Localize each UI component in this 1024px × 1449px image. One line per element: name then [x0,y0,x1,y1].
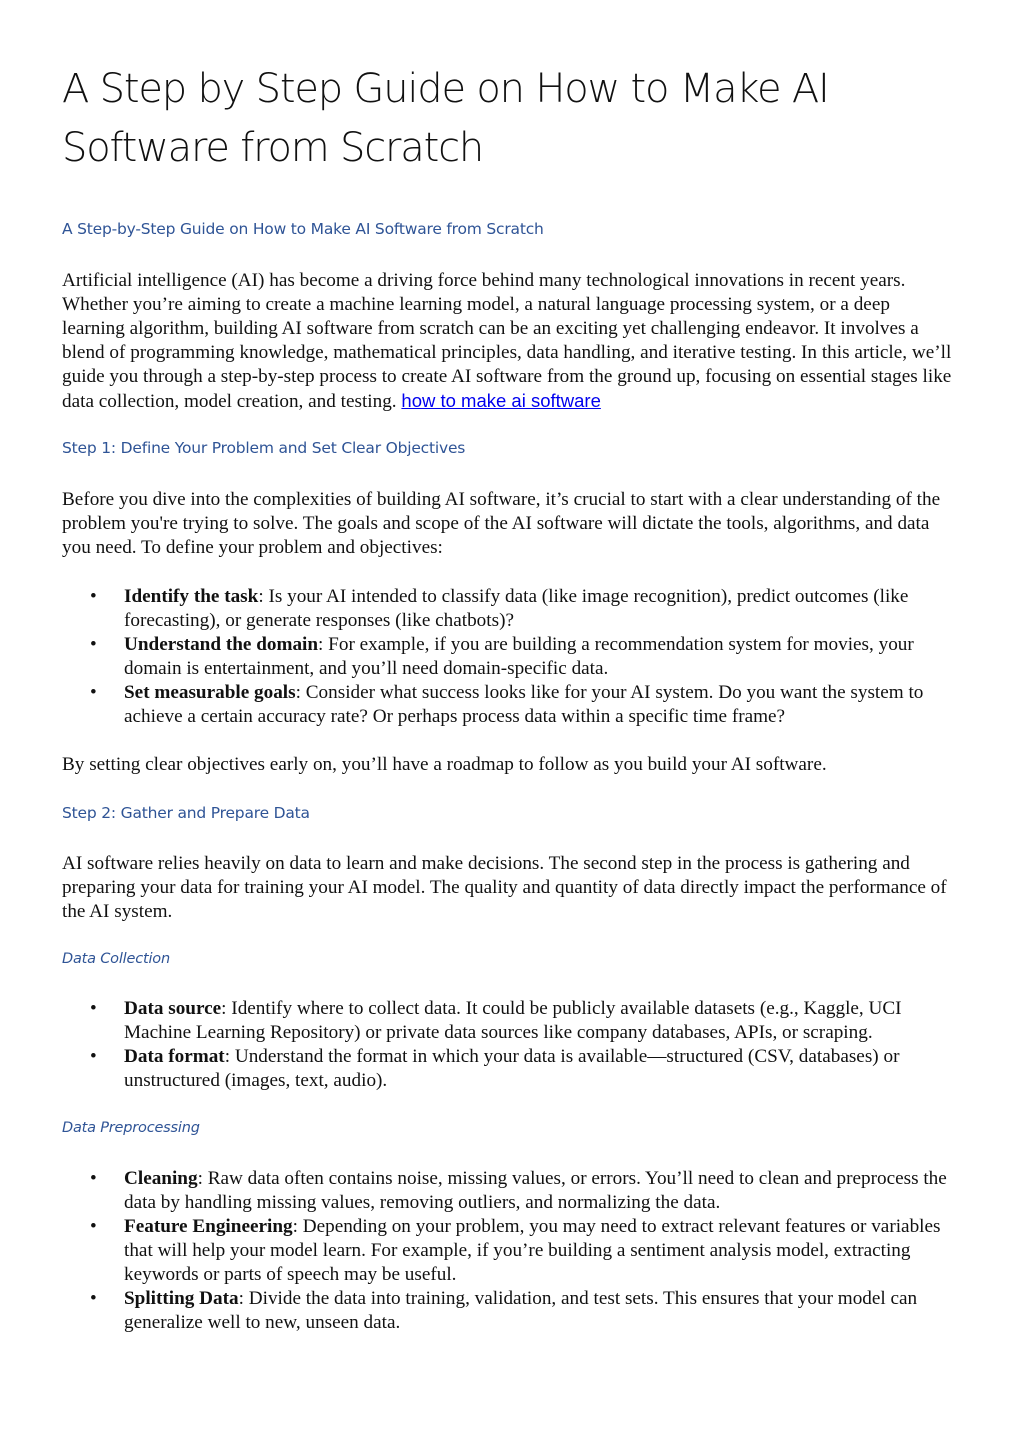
list-item-term: Data format [124,1046,225,1067]
list-item [62,1215,960,1287]
list-item-text: : Understand the format in which your data is available—structured (CSV, databases) or unstructured (images, text, audio). [124,1046,900,1091]
list-item-text: : Consider what success looks like for your AI system. Do you want the system to achieve a certain accuracy rate? Or perhaps process data within a specific time frame? [124,682,924,727]
list-item-term: Identify the task [124,586,259,607]
list-item-term: Splitting Data [124,1288,239,1309]
bullet-icon: • [90,1168,97,1189]
step1-heading: Step 1: Define Your Problem and Set Clear Objectives [62,439,466,457]
intro-text: Artificial intelligence (AI) has become a driving force behind many technological innovations in recent years. Whether you’re aiming to create a machine learning model, a natural language processing system, or a deep learning algorithm, building AI software from scratch can be an exciting yet challenging endeavor. It involves a blend of programming knowledge, mathematical principles, data handling, and iterative testing. In this article, we’ll guide you through a step-by-step process to create AI software from the ground up, focusing on essential stages like data collection, model creation, and testing. [62,270,952,412]
list-item [62,1167,960,1215]
list-item-text: : Raw data often contains noise, missing values, or errors. You’ll need to clean and preprocess the data by handling missing values, removing outliers, and normalizing the data. [124,1168,947,1213]
list-item [62,997,960,1045]
data-collection-heading: Data Collection [62,951,170,967]
list-item [62,1045,960,1093]
step1-outro-paragraph: By setting clear objectives early on, you’ll have a roadmap to follow as you build your AI software. [62,754,827,775]
list-item-term: Feature Engineering [124,1216,293,1237]
data-preprocessing-heading: Data Preprocessing [62,1120,200,1136]
bullet-icon: • [90,1046,97,1067]
list-item-text: : For example, if you are building a recommendation system for movies, your domain is entertainment, and you’ll need domain-specific data. [124,634,914,679]
bullet-icon: • [90,634,97,655]
data-preprocessing-bullet-list [62,1167,960,1335]
step2-heading: Step 2: Gather and Prepare Data [62,804,310,822]
list-item-text: : Identify where to collect data. It could be publicly available datasets (e.g., Kaggle, UCI Machine Learning Repository) or private data sources like company databases, APIs, or scraping. [124,998,902,1043]
list-item [62,633,960,681]
list-item-term: Understand the domain [124,634,319,655]
document-title: A Step by Step Guide on How to Make AI Software from Scratch [62,66,829,171]
list-item-text: : Is your AI intended to classify data (like image recognition), predict outcomes (like forecasting), or generate responses (like chatbots)? [124,586,909,631]
how-to-make-ai-software-link[interactable]: how to make ai software [401,390,601,411]
list-item-text: : Depending on your problem, you may need to extract relevant features or variables that will help your model learn. For example, if you’re building a sentiment analysis model, extracting keywords or parts of speech may be useful. [124,1216,941,1285]
step1-bullet-list [62,585,960,729]
list-item-term: Cleaning [124,1168,198,1189]
list-item-term: Set measurable goals [124,682,296,703]
subtitle-heading: A Step-by-Step Guide on How to Make AI Software from Scratch [62,220,544,238]
bullet-icon: • [90,1288,97,1309]
data-collection-bullet-list [62,997,960,1093]
bullet-icon: • [90,998,97,1019]
list-item [62,585,960,633]
step1-intro-paragraph: Before you dive into the complexities of building AI software, it’s crucial to start with a clear understanding of the problem you're trying to solve. The goals and scope of the AI software will dictate the tools, algorithms, and data you need. To define your problem and objectives: [62,489,941,558]
intro-paragraph [62,269,957,414]
list-item [62,1287,960,1335]
bullet-icon: • [90,682,97,703]
list-item [62,681,960,729]
list-item-text: : Divide the data into training, validation, and test sets. This ensures that your model can generalize well to new, unseen data. [124,1288,918,1333]
step2-intro-paragraph: AI software relies heavily on data to learn and make decisions. The second step in the process is gathering and preparing your data for training your AI model. The quality and quantity of data directly impact the performance of the AI system. [62,853,947,922]
bullet-icon: • [90,1216,97,1237]
bullet-icon: • [90,586,97,607]
list-item-term: Data source [124,998,222,1019]
